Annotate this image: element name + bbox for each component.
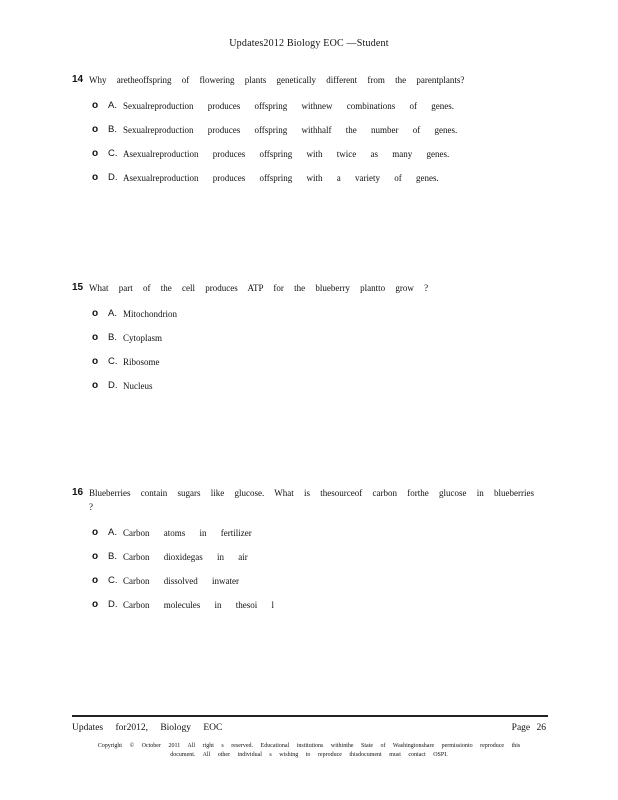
option-bullet: o	[92, 172, 99, 183]
option-bullet: o	[92, 527, 99, 538]
page-number: Page 26	[511, 723, 546, 733]
answer-options	[72, 99, 542, 195]
option-bullet: o	[92, 100, 99, 111]
option-text: Sexualreproduction produces offspring withnew combinations of genes.	[123, 101, 455, 111]
option-text: Cytoplasm	[123, 333, 163, 343]
option-letter: A.	[108, 527, 117, 538]
option-b[interactable]	[72, 123, 542, 147]
option-letter: A.	[108, 308, 117, 319]
option-letter: D.	[108, 380, 118, 391]
option-text: Carbon molecules in thesoi l	[123, 600, 274, 610]
footer-title: Updates for2012, Biology EOC	[72, 723, 223, 733]
question-text: Why aretheoffspring of flowering plants genetically different from the parentplants?	[89, 75, 465, 85]
option-letter: B.	[108, 332, 117, 343]
question-text: Blueberries contain sugars like glucose. What is thesourceof carbon forthe glucose in blueberries ?	[89, 488, 534, 512]
option-a[interactable]	[72, 307, 542, 331]
option-text: Asexualreproduction produces offspring with a variety of genes.	[123, 173, 439, 183]
option-text: Mitochondrion	[123, 309, 177, 319]
option-a[interactable]	[72, 526, 542, 550]
option-letter: B.	[108, 551, 117, 562]
option-c[interactable]	[72, 355, 542, 379]
option-text: Sexualreproduction produces offspring withhalf the number of genes.	[123, 125, 458, 135]
option-letter: D.	[108, 172, 118, 183]
option-bullet: o	[92, 356, 99, 367]
question-number: 16	[72, 487, 84, 498]
option-text: Carbon dissolved inwater	[123, 576, 239, 586]
option-bullet: o	[92, 380, 99, 391]
option-b[interactable]	[72, 331, 542, 355]
option-c[interactable]	[72, 574, 542, 598]
question-14	[72, 73, 542, 195]
option-bullet: o	[92, 124, 99, 135]
answer-options	[72, 526, 542, 622]
option-text: Nucleus	[123, 381, 153, 391]
option-bullet: o	[92, 332, 99, 343]
option-a[interactable]	[72, 99, 542, 123]
copyright-notice: Copyright © October 2011 All right s reserved. Educational institutions withinthe State of Washingtonshare permissionto reproduce this document. All other individual s wishing to reproduce thisdocument must contact OSPI.	[97, 743, 521, 758]
option-letter: C.	[108, 148, 118, 159]
option-letter: A.	[108, 100, 117, 111]
option-letter: B.	[108, 124, 117, 135]
question-15	[72, 281, 542, 403]
option-c[interactable]	[72, 147, 542, 171]
option-d[interactable]	[72, 171, 542, 195]
question-text: What part of the cell produces ATP for the blueberry plantto grow ?	[89, 283, 429, 293]
question-number: 14	[72, 74, 84, 85]
question-number: 15	[72, 282, 84, 293]
option-text: Asexualreproduction produces offspring with twice as many genes.	[123, 149, 450, 159]
option-d[interactable]	[72, 598, 542, 622]
option-bullet: o	[92, 148, 99, 159]
option-letter: C.	[108, 575, 118, 586]
option-text: Carbon atoms in fertilizer	[123, 528, 252, 538]
option-bullet: o	[92, 599, 99, 610]
option-bullet: o	[92, 551, 99, 562]
option-bullet: o	[92, 308, 99, 319]
page-header: Updates2012 Biology EOC —Student	[229, 38, 389, 49]
option-b[interactable]	[72, 550, 542, 574]
option-text: Ribosome	[123, 357, 160, 367]
option-d[interactable]	[72, 379, 542, 403]
question-16	[72, 486, 542, 622]
option-bullet: o	[92, 575, 99, 586]
footer-divider	[72, 715, 548, 717]
option-letter: C.	[108, 356, 118, 367]
option-letter: D.	[108, 599, 118, 610]
option-text: Carbon dioxidegas in air	[123, 552, 248, 562]
answer-options	[72, 307, 542, 403]
